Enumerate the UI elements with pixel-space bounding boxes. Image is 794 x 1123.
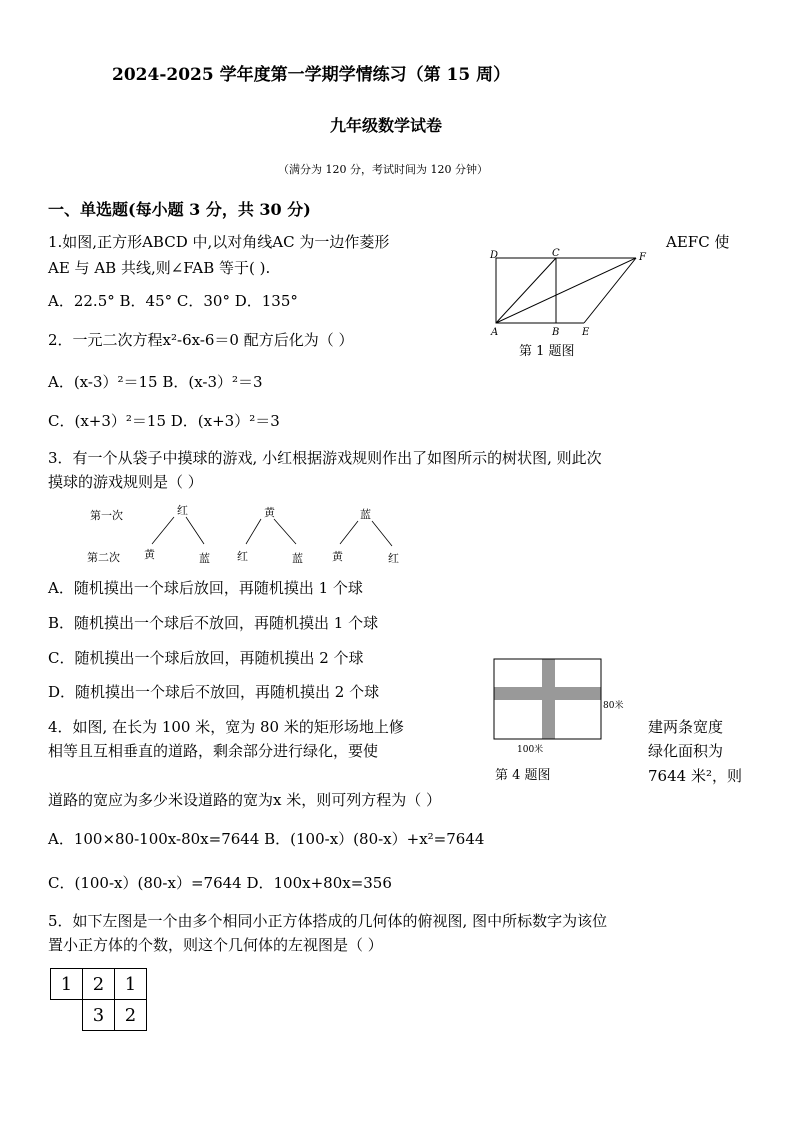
tree-second-4: 蓝	[292, 552, 303, 565]
q4-options-ab: A．100×80-100x-80x=7644 B．(100-x）(80-x）+x²=7644	[48, 830, 485, 848]
road-vertical	[542, 659, 555, 739]
section-heading: 一、单选题(每小题 3 分，共 30 分)	[48, 200, 311, 219]
exam-note: （满分为 120 分，考试时间为 120 分钟）	[278, 163, 488, 176]
q1-options: A．22.5° B．45° C．30° D．135°	[48, 292, 298, 310]
tree-row2-label: 第二次	[87, 551, 120, 564]
q1-stem-line1-right: AEFC 使	[666, 233, 730, 251]
q3-stem-line1: 3．有一个从袋子中摸球的游戏, 小红根据游戏规则作出了如图所示的树状图, 则此次	[48, 449, 602, 467]
tree-first-1: 红	[177, 504, 188, 517]
q4-stem-line2: 相等且互相垂直的道路，剩余部分进行绿化，要使	[48, 742, 379, 760]
q5-stem-line1: 5．如下左图是一个由多个相同小正方体搭成的几何体的俯视图, 图中所标数字为该位	[48, 912, 608, 930]
q4-stem-line2-right: 绿化面积为	[648, 742, 724, 760]
q3-stem-line2: 摸球的游戏规则是（ ）	[48, 473, 203, 491]
q1-figure	[486, 248, 656, 358]
q3-tree-diagram	[80, 500, 420, 570]
q1-stem-line1: 1.如图,正方形ABCD 中,以对角线AC 为一边作菱形	[48, 233, 390, 251]
grid-cell: 1	[115, 969, 147, 1000]
tree-second-3: 红	[237, 550, 248, 563]
label-b: B	[552, 327, 560, 338]
q4-figure	[492, 656, 632, 784]
tree-first-2: 黄	[264, 506, 275, 519]
q2-options-ab: A．(x-3）²＝15 B．(x-3）²＝3	[48, 373, 263, 391]
label-100m: 100米	[517, 745, 544, 755]
q4-options-cd: C．(100-x）(80-x）=7644 D．100x+80x=356	[48, 874, 392, 892]
q3-option-a: A．随机摸出一个球后放回，再随机摸出 1 个球	[48, 579, 363, 597]
label-f: F	[639, 252, 646, 263]
label-80m: 80米	[603, 701, 624, 711]
label-c: C	[552, 248, 560, 259]
q1-caption: 第 1 题图	[519, 344, 575, 358]
diagonal-af	[496, 258, 636, 323]
label-d: D	[490, 250, 499, 261]
label-a: A	[491, 327, 499, 338]
q4-stem-line4: 道路的宽应为多少米设道路的宽为x 米，则可列方程为（ ）	[48, 791, 441, 809]
tree-second-5: 黄	[332, 550, 343, 563]
q2-options-cd: C．(x+3）²＝15 D．(x+3）²＝3	[48, 412, 280, 430]
label-e: E	[582, 327, 590, 338]
q1-stem-line2: AE 与 AB 共线,则∠FAB 等于( ).	[48, 259, 271, 277]
diagonal-ac	[496, 258, 556, 323]
tree-second-2: 蓝	[199, 552, 210, 565]
exam-title: 2024-2025 学年度第一学期学情练习（第 15 周）	[112, 65, 511, 85]
tree-second-6: 红	[388, 552, 399, 565]
q4-stem-line3-right: 7644 米²，则	[648, 767, 742, 785]
tree-second-1: 黄	[144, 548, 155, 561]
grid-cell: 2	[115, 1000, 147, 1031]
q2-stem: 2．一元二次方程x²-6x-6＝0 配方后化为（ ）	[48, 331, 354, 349]
grid-cell-empty	[51, 1000, 83, 1031]
grid-cell: 1	[51, 969, 83, 1000]
q5-top-view-grid	[50, 968, 147, 1031]
exam-subtitle: 九年级数学试卷	[330, 116, 443, 135]
tree-row1-label: 第一次	[90, 509, 123, 522]
tree-first-3: 蓝	[360, 508, 371, 521]
q4-caption: 第 4 题图	[495, 768, 551, 783]
q5-stem-line2: 置小正方体的个数，则这个几何体的左视图是（ ）	[48, 936, 383, 954]
q3-option-c: C．随机摸出一个球后放回，再随机摸出 2 个球	[48, 649, 364, 667]
q3-option-b: B．随机摸出一个球后不放回，再随机摸出 1 个球	[48, 614, 379, 632]
grid-cell: 2	[83, 969, 115, 1000]
q4-stem-line1-right: 建两条宽度	[648, 718, 724, 736]
q3-option-d: D．随机摸出一个球后不放回，再随机摸出 2 个球	[48, 683, 380, 701]
q4-stem-line1: 4．如图, 在长为 100 米，宽为 80 米的矩形场地上修	[48, 718, 404, 736]
grid-cell: 3	[83, 1000, 115, 1031]
